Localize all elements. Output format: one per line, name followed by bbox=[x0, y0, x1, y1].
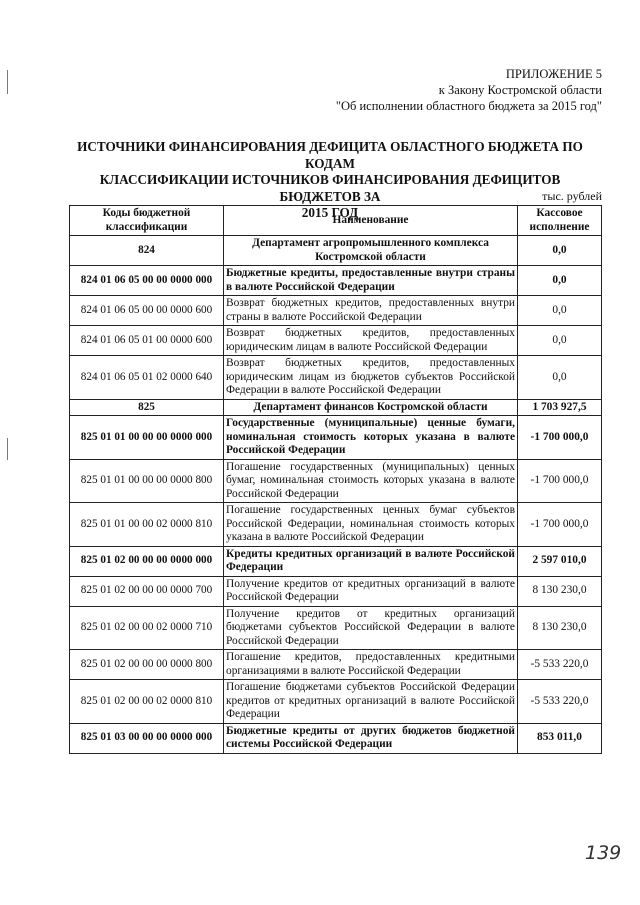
header-amount: Кассовое исполнение bbox=[518, 206, 602, 236]
code-cell: 825 01 03 00 00 00 0000 000 bbox=[70, 723, 224, 753]
amount-cell: -1 700 000,0 bbox=[518, 503, 602, 547]
table-row bbox=[70, 680, 602, 724]
name-cell: Возврат бюджетных кредитов, предоставленных юридическим лицам из бюджетов субъектов Российской Федерации в валюте Российской Федерации bbox=[224, 356, 518, 400]
code-cell: 825 01 02 00 00 02 0000 710 bbox=[70, 606, 224, 650]
code-cell: 824 01 06 05 00 00 0000 600 bbox=[70, 296, 224, 326]
name-cell: Получение кредитов от кредитных организаций бюджетами субъектов Российской Федерации в валюте Российской Федерации bbox=[224, 606, 518, 650]
table-row bbox=[70, 723, 602, 753]
table-header-row bbox=[70, 206, 602, 236]
table-row bbox=[70, 416, 602, 460]
appendix-law: к Закону Костромской области bbox=[438, 83, 602, 97]
code-cell: 825 01 01 00 00 00 0000 000 bbox=[70, 416, 224, 460]
table-row bbox=[70, 459, 602, 503]
amount-cell: 8 130 230,0 bbox=[518, 576, 602, 606]
amount-cell: -1 700 000,0 bbox=[518, 459, 602, 503]
table-row bbox=[70, 266, 602, 296]
appendix-number: ПРИЛОЖЕНИЕ 5 bbox=[505, 67, 602, 81]
name-cell: Департамент финансов Костромской области bbox=[224, 399, 518, 416]
table-row bbox=[70, 356, 602, 400]
amount-cell: 0,0 bbox=[518, 356, 602, 400]
code-cell: 825 01 02 00 00 00 0000 800 bbox=[70, 650, 224, 680]
binder-mark-top bbox=[7, 70, 8, 94]
table-row bbox=[70, 503, 602, 547]
name-cell: Кредиты кредитных организаций в валюте Российской Федерации bbox=[224, 546, 518, 576]
name-cell: Погашение государственных ценных бумаг субъектов Российской Федерации, номинальная стоимость которых указана в валюте Российской Федерации bbox=[224, 503, 518, 547]
table-row bbox=[70, 546, 602, 576]
header-name: Наименование bbox=[224, 206, 518, 236]
table-row bbox=[70, 606, 602, 650]
table-row bbox=[70, 236, 602, 266]
name-cell: Департамент агропромышленного комплекса Костромской области bbox=[224, 236, 518, 266]
name-cell: Бюджетные кредиты, предоставленные внутри страны в валюте Российской Федерации bbox=[224, 266, 518, 296]
amount-cell: 1 703 927,5 bbox=[518, 399, 602, 416]
table-row bbox=[70, 296, 602, 326]
table-row bbox=[70, 576, 602, 606]
name-cell: Государственные (муниципальные) ценные бумаги, номинальная стоимость которых указана в валюте Российской Федерации bbox=[224, 416, 518, 460]
code-cell: 824 01 06 05 00 00 0000 000 bbox=[70, 266, 224, 296]
title-line-1: ИСТОЧНИКИ ФИНАНСИРОВАНИЯ ДЕФИЦИТА ОБЛАСТНОГО БЮДЖЕТА ПО КОДАМ bbox=[77, 139, 583, 171]
amount-cell: -1 700 000,0 bbox=[518, 416, 602, 460]
code-cell: 825 01 02 00 00 02 0000 810 bbox=[70, 680, 224, 724]
name-cell: Погашение кредитов, предоставленных кредитными организациями в валюте Российской Федерации bbox=[224, 650, 518, 680]
table-row bbox=[70, 650, 602, 680]
code-cell: 825 01 02 00 00 00 0000 000 bbox=[70, 546, 224, 576]
code-cell: 824 01 06 05 01 00 0000 600 bbox=[70, 326, 224, 356]
page-number: 139 bbox=[585, 842, 622, 864]
amount-cell: 853 011,0 bbox=[518, 723, 602, 753]
name-cell: Погашение государственных (муниципальных) ценных бумаг, номинальная стоимость которых указана в валюте Российской Федерации bbox=[224, 459, 518, 503]
code-cell: 825 01 01 00 00 02 0000 810 bbox=[70, 503, 224, 547]
amount-cell: 8 130 230,0 bbox=[518, 606, 602, 650]
name-cell: Возврат бюджетных кредитов, предоставленных внутри страны в валюте Российской Федерации bbox=[224, 296, 518, 326]
code-cell: 824 bbox=[70, 236, 224, 266]
name-cell: Возврат бюджетных кредитов, предоставленных юридическим лицам в валюте Российской Федерации bbox=[224, 326, 518, 356]
binder-mark-middle bbox=[7, 438, 8, 460]
name-cell: Получение кредитов от кредитных организаций в валюте Российской Федерации bbox=[224, 576, 518, 606]
header-code: Коды бюджетной классификации bbox=[70, 206, 224, 236]
code-cell: 825 bbox=[70, 399, 224, 416]
code-cell: 825 01 02 00 00 00 0000 700 bbox=[70, 576, 224, 606]
title-line-2: КЛАССИФИКАЦИИ ИСТОЧНИКОВ ФИНАНСИРОВАНИЯ ДЕФИЦИТОВ БЮДЖЕТОВ ЗА bbox=[99, 172, 561, 204]
amount-cell: -5 533 220,0 bbox=[518, 680, 602, 724]
code-cell: 825 01 01 00 00 00 0000 800 bbox=[70, 459, 224, 503]
table-row bbox=[70, 326, 602, 356]
name-cell: Бюджетные кредиты от других бюджетов бюджетной системы Российской Федерации bbox=[224, 723, 518, 753]
amount-cell: 0,0 bbox=[518, 296, 602, 326]
title-line-3: 2015 ГОД bbox=[301, 205, 359, 220]
amount-cell: -5 533 220,0 bbox=[518, 650, 602, 680]
units-label: тыс. рублей bbox=[542, 189, 602, 203]
code-cell: 824 01 06 05 01 02 0000 640 bbox=[70, 356, 224, 400]
appendix-law-title: "Об исполнении областного бюджета за 2015 год" bbox=[335, 99, 602, 113]
financing-sources-table bbox=[69, 205, 602, 754]
amount-cell: 0,0 bbox=[518, 236, 602, 266]
table-body bbox=[70, 236, 602, 754]
amount-cell: 0,0 bbox=[518, 326, 602, 356]
amount-cell: 0,0 bbox=[518, 266, 602, 296]
table-row bbox=[70, 399, 602, 416]
amount-cell: 2 597 010,0 bbox=[518, 546, 602, 576]
appendix-header bbox=[336, 66, 602, 114]
name-cell: Погашение бюджетами субъектов Российской Федерации кредитов от кредитных организаций в валюте Российской Федерации bbox=[224, 680, 518, 724]
